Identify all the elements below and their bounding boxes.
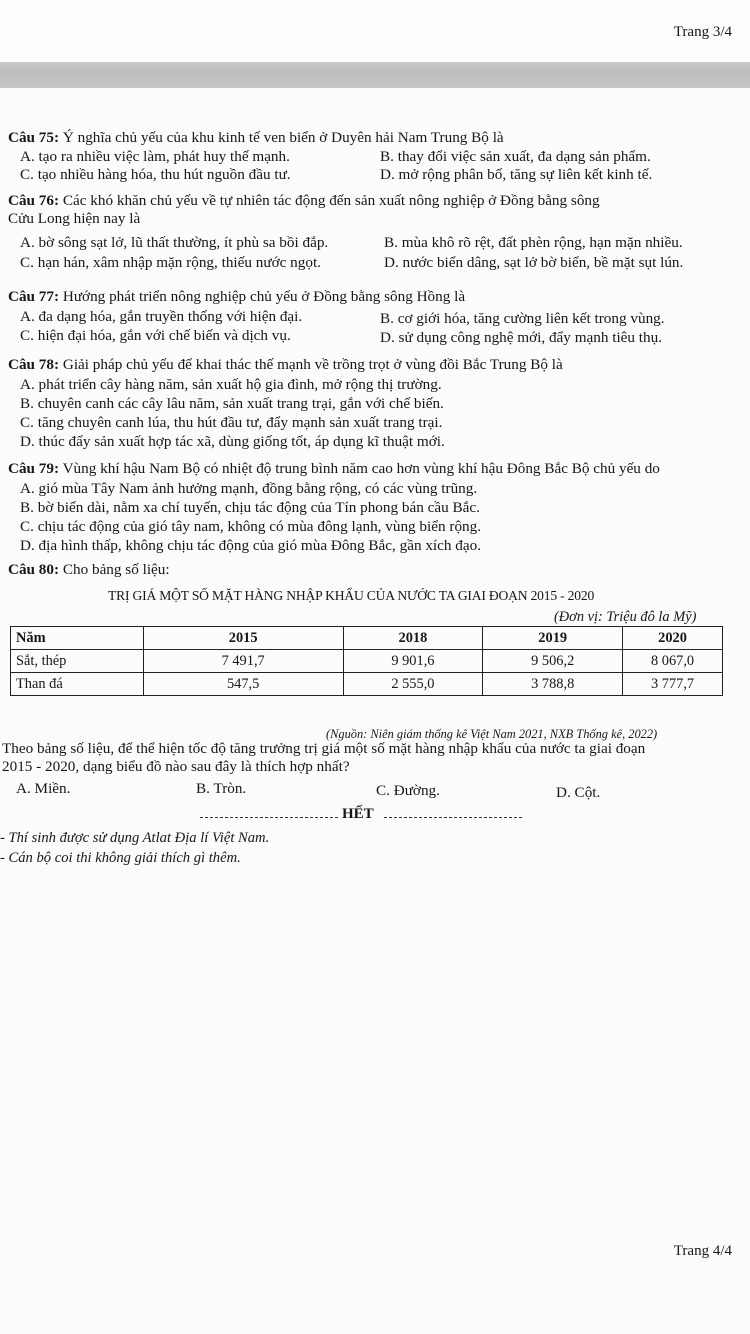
q80-option-d: D. Cột. xyxy=(556,784,601,801)
table-header-cell: 2015 xyxy=(143,627,343,650)
q77-option-b: B. cơ giới hóa, tăng cường liên kết trong vùng. xyxy=(380,310,665,327)
table-cell: Than đá xyxy=(11,673,144,696)
table-header-row xyxy=(11,627,723,650)
question-77-stem: Câu 77: Hướng phát triển nông nghiệp chủ yếu ở Đồng bằng sông Hồng là xyxy=(8,288,466,305)
question-80-prompt: Theo bảng số liệu, để thể hiện tốc độ tăng trưởng trị giá một số mặt hàng nhập khẩu của nước ta giai đoạn xyxy=(2,740,646,757)
table-cell: 9 901,6 xyxy=(343,650,483,673)
import-value-table xyxy=(10,626,723,696)
q78-option-b: B. chuyên canh các cây lâu năm, sản xuất trang trại, gắn với chế biến. xyxy=(20,395,444,412)
table-cell: 8 067,0 xyxy=(623,650,723,673)
q76-option-a: A. bờ sông sạt lở, lũ thất thường, ít phù sa bồi đắp. xyxy=(20,234,329,251)
question-80-prompt-cont: 2015 - 2020, dạng biểu đồ nào sau đây là thích hợp nhất? xyxy=(2,758,350,775)
table-source: (Nguồn: Niên giám thống kê Việt Nam 2021, NXB Thống kê, 2022) xyxy=(326,727,658,741)
table-cell: 2 555,0 xyxy=(343,673,483,696)
table-title: TRỊ GIÁ MỘT SỐ MẶT HÀNG NHẬP KHẨU CỦA NƯỚC TA GIAI ĐOẠN 2015 - 2020 xyxy=(108,588,595,603)
q80-option-a: A. Miền. xyxy=(16,780,71,797)
end-mark-line-left xyxy=(200,817,338,818)
previous-page-bottom xyxy=(0,0,750,62)
table-cell: Sắt, thép xyxy=(11,650,144,673)
q76-option-d: D. nước biển dâng, sạt lở bờ biển, bề mặt sụt lún. xyxy=(384,254,684,271)
q80-option-c: C. Đường. xyxy=(376,782,440,799)
table-header-cell: 2019 xyxy=(483,627,623,650)
table-cell: 3 788,8 xyxy=(483,673,623,696)
question-80-stem: Câu 80: Cho bảng số liệu: xyxy=(8,561,170,578)
end-mark xyxy=(200,806,523,826)
end-mark-text: HẾT xyxy=(342,806,374,822)
table-header-cell: Năm xyxy=(11,627,144,650)
exam-page xyxy=(0,88,750,1334)
question-79-stem: Câu 79: Vùng khí hậu Nam Bộ có nhiệt độ trung bình năm cao hơn vùng khí hậu Đông Bắc Bộ chủ yếu do xyxy=(8,460,660,477)
table-cell: 547,5 xyxy=(143,673,343,696)
page-separator xyxy=(0,62,750,88)
table-unit: (Đơn vị: Triệu đô la Mỹ) xyxy=(554,609,697,625)
q77-option-a: A. đa dạng hóa, gắn truyền thống với hiện đại. xyxy=(20,308,303,325)
q75-option-b: B. thay đổi việc sản xuất, đa dạng sản phẩm. xyxy=(380,148,651,165)
q77-option-c: C. hiện đại hóa, gắn với chế biến và dịch vụ. xyxy=(20,327,291,344)
q76-option-b: B. mùa khô rõ rệt, đất phèn rộng, hạn mặn nhiều. xyxy=(384,234,683,251)
q75-option-a: A. tạo ra nhiều việc làm, phát huy thế mạnh. xyxy=(20,148,290,165)
page-number-top: Trang 3/4 xyxy=(673,24,732,40)
note-proctor: - Cán bộ coi thi không giải thích gì thêm. xyxy=(0,850,241,866)
q78-option-a: A. phát triển cây hàng năm, sản xuất hộ gia đình, mở rộng thị trường. xyxy=(20,376,442,393)
question-76-stem-cont: Cửu Long hiện nay là xyxy=(8,210,141,227)
q79-option-a: A. gió mùa Tây Nam ảnh hưởng mạnh, đồng bằng rộng, có các vùng trũng. xyxy=(20,480,478,497)
table-cell: 7 491,7 xyxy=(143,650,343,673)
page-number-bottom: Trang 4/4 xyxy=(673,1243,732,1259)
table-header-cell: 2020 xyxy=(623,627,723,650)
table-header-cell: 2018 xyxy=(343,627,483,650)
q76-option-c: C. hạn hán, xâm nhập mặn rộng, thiếu nước ngọt. xyxy=(20,254,321,271)
table-row xyxy=(11,650,723,673)
q79-option-c: C. chịu tác động của gió tây nam, không có mùa đông lạnh, vùng biển rộng. xyxy=(20,518,482,535)
q78-option-d: D. thúc đẩy sản xuất hợp tác xã, dùng giống tốt, áp dụng kĩ thuật mới. xyxy=(20,433,445,450)
q75-option-c: C. tạo nhiều hàng hóa, thu hút nguồn đầu tư. xyxy=(20,166,291,183)
q79-option-b: B. bờ biển dài, nằm xa chí tuyến, chịu tác động của Tín phong bán cầu Bắc. xyxy=(20,499,480,516)
table-cell: 9 506,2 xyxy=(483,650,623,673)
table-cell: 3 777,7 xyxy=(623,673,723,696)
q75-option-d: D. mở rộng phân bố, tăng sự liên kết kinh tế. xyxy=(380,166,653,183)
table-row xyxy=(11,673,723,696)
q80-option-b: B. Tròn. xyxy=(196,780,247,797)
question-75-stem: Câu 75: Ý nghĩa chủ yếu của khu kinh tế ven biển ở Duyên hải Nam Trung Bộ là xyxy=(8,129,504,146)
q78-option-c: C. tăng chuyên canh lúa, thu hút đầu tư, đẩy mạnh sản xuất trang trại. xyxy=(20,414,443,431)
q79-option-d: D. địa hình thấp, không chịu tác động của gió mùa Đông Bắc, gần xích đạo. xyxy=(20,537,482,554)
q77-option-d: D. sử dụng công nghệ mới, đẩy mạnh tiêu thụ. xyxy=(380,329,663,346)
note-atlat: - Thí sinh được sử dụng Atlat Địa lí Việt Nam. xyxy=(0,830,270,846)
end-mark-line-right xyxy=(384,817,522,818)
question-76-stem: Câu 76: Các khó khăn chủ yếu về tự nhiên tác động đến sản xuất nông nghiệp ở Đồng bằng sông xyxy=(8,192,600,209)
question-78-stem: Câu 78: Giải pháp chủ yếu để khai thác thế mạnh về trồng trọt ở vùng đồi Bắc Trung Bộ là xyxy=(8,356,563,373)
